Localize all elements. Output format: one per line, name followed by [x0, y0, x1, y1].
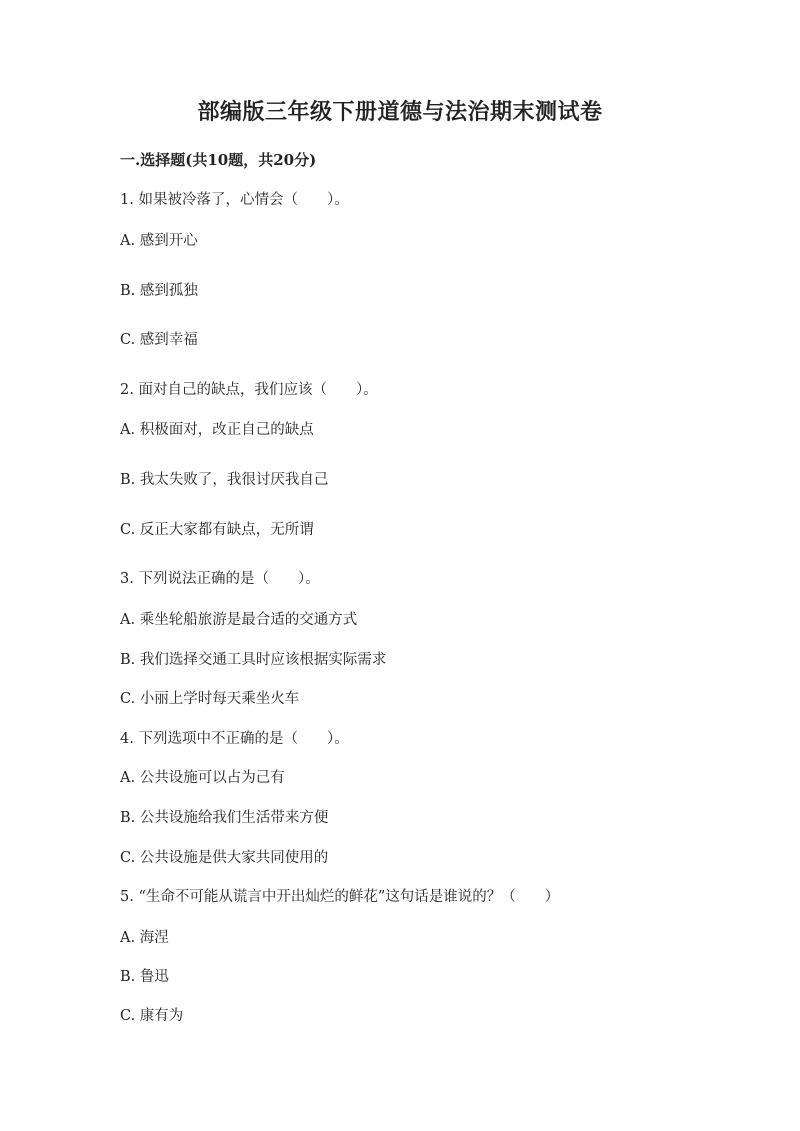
question-5-option-b: B. 鲁迅	[120, 969, 169, 985]
question-4-stem: 4. 下列选项中不正确的是（ ）。	[120, 731, 349, 747]
section-heading: 一.选择题(共10题，共20分)	[120, 151, 317, 169]
question-2-option-b: B. 我太失败了，我很讨厌我自己	[120, 472, 329, 488]
question-5-option-c: C. 康有为	[120, 1008, 184, 1024]
question-2-option-c: C. 反正大家都有缺点，无所谓	[120, 522, 314, 538]
question-1-stem: 1. 如果被冷落了，心情会（ ）。	[120, 192, 349, 208]
question-5-stem: 5. “生命不可能从谎言中开出灿烂的鲜花”这句话是谁说的？（ ）	[120, 889, 560, 905]
page-title: 部编版三年级下册道德与法治期末测试卷	[197, 99, 603, 125]
question-1-option-a: A. 感到开心	[120, 233, 198, 249]
question-3-stem: 3. 下列说法正确的是（ ）。	[120, 571, 320, 587]
question-5-option-a: A. 海涅	[120, 930, 169, 946]
question-3-option-c: C. 小丽上学时每天乘坐火车	[120, 691, 300, 707]
question-4-option-b: B. 公共设施给我们生活带来方便	[120, 810, 329, 826]
question-1-option-b: B. 感到孤独	[120, 283, 198, 299]
question-3-option-b: B. 我们选择交通工具时应该根据实际需求	[120, 652, 387, 668]
question-2-option-a: A. 积极面对，改正自己的缺点	[120, 422, 314, 438]
question-1-option-c: C. 感到幸福	[120, 332, 198, 348]
question-2-stem: 2. 面对自己的缺点，我们应该（ ）。	[120, 382, 378, 398]
question-3-option-a: A. 乘坐轮船旅游是最合适的交通方式	[120, 612, 358, 628]
question-4-option-a: A. 公共设施可以占为己有	[120, 770, 285, 786]
question-4-option-c: C. 公共设施是供大家共同使用的	[120, 850, 329, 866]
